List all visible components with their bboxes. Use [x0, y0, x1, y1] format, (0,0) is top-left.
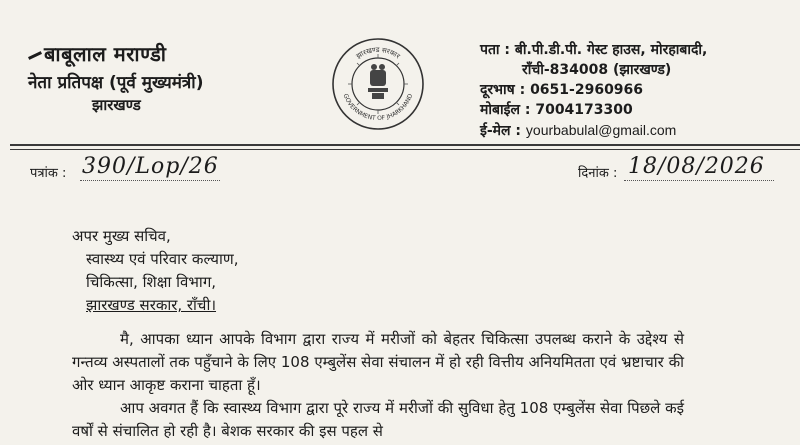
sender-designation: नेता प्रतिपक्ष (पूर्व मुख्यमंत्री)	[28, 73, 204, 93]
jharkhand-government-seal-icon	[330, 36, 426, 132]
sender-name-text: बाबूलाल मराण्डी	[44, 42, 167, 66]
date-label: दिनांक :	[578, 166, 618, 181]
seal-top-text: झारखण्ड सरकार	[354, 45, 402, 61]
body-paragraph-2	[72, 397, 684, 443]
addressee-line-3: चिकित्सा, शिक्षा विभाग,	[86, 273, 217, 291]
sender-name	[28, 40, 203, 67]
header-divider-thin	[10, 149, 800, 150]
addressee-line-1: अपर मुख्य सचिव,	[72, 227, 171, 245]
reference-dotted-line	[80, 180, 220, 181]
seal-bottom-text: GOVERNMENT OF JHARKHAND	[341, 92, 415, 123]
reference-number: 390/Lop/26	[82, 154, 219, 179]
email-value: yourbabulal@gmail.com	[525, 122, 677, 138]
addressee-line-4: झारखण्ड सरकार, राँची।	[86, 296, 217, 314]
date-value: 18/08/2026	[628, 154, 765, 179]
address-line-2: राँची-834008 (झारखण्ड)	[522, 62, 672, 78]
phone-line: दूरभाष : 0651-2960966	[480, 82, 644, 98]
email-label: ई-मेल :	[480, 123, 522, 139]
pen-stroke-mark	[28, 51, 42, 60]
mobile-line: मोबाईल : 7004173300	[480, 102, 633, 118]
paragraph-2-text: आप अवगत हैं कि स्वास्थ्य विभाग द्वारा पूरे राज्य में मरीजों की सुविधा हेतु 108 एम्बुलेंस सेवा पिछले कई वर्षों से संचालित हो रही है। बेशक सरकार की इस पहल से	[72, 399, 684, 440]
address-line-1: पता : बी.पी.डी.पी. गेस्ट हाउस, मोरहाबादी,	[480, 42, 708, 58]
paragraph-1-text: मै, आपका ध्यान आपके विभाग द्वारा राज्य में मरीजों को बेहतर चिकित्सा उपलब्ध कराने के उद्देश्य से गन्तव्य अस्पतालों तक पहुँचाने के लिए 108 एम्बुलेंस सेवा संचालन में हो रही वित्तीय अनियमितता एवं भ्रष्टाचार की ओर ध्यान आकृष्ट कराना चाहता हूँ।	[72, 330, 684, 394]
header-divider	[10, 144, 800, 146]
date-dotted-line	[624, 180, 774, 181]
contact-block	[480, 40, 707, 141]
body-paragraph-1	[72, 328, 684, 397]
addressee-line-2: स्वास्थ्य एवं परिवार कल्याण,	[86, 250, 239, 268]
email-line	[480, 120, 707, 141]
reference-label: पत्रांक :	[30, 166, 67, 181]
sender-state: झारखण्ड	[92, 96, 141, 114]
addressee-block	[72, 225, 239, 317]
sender-block	[28, 40, 203, 115]
